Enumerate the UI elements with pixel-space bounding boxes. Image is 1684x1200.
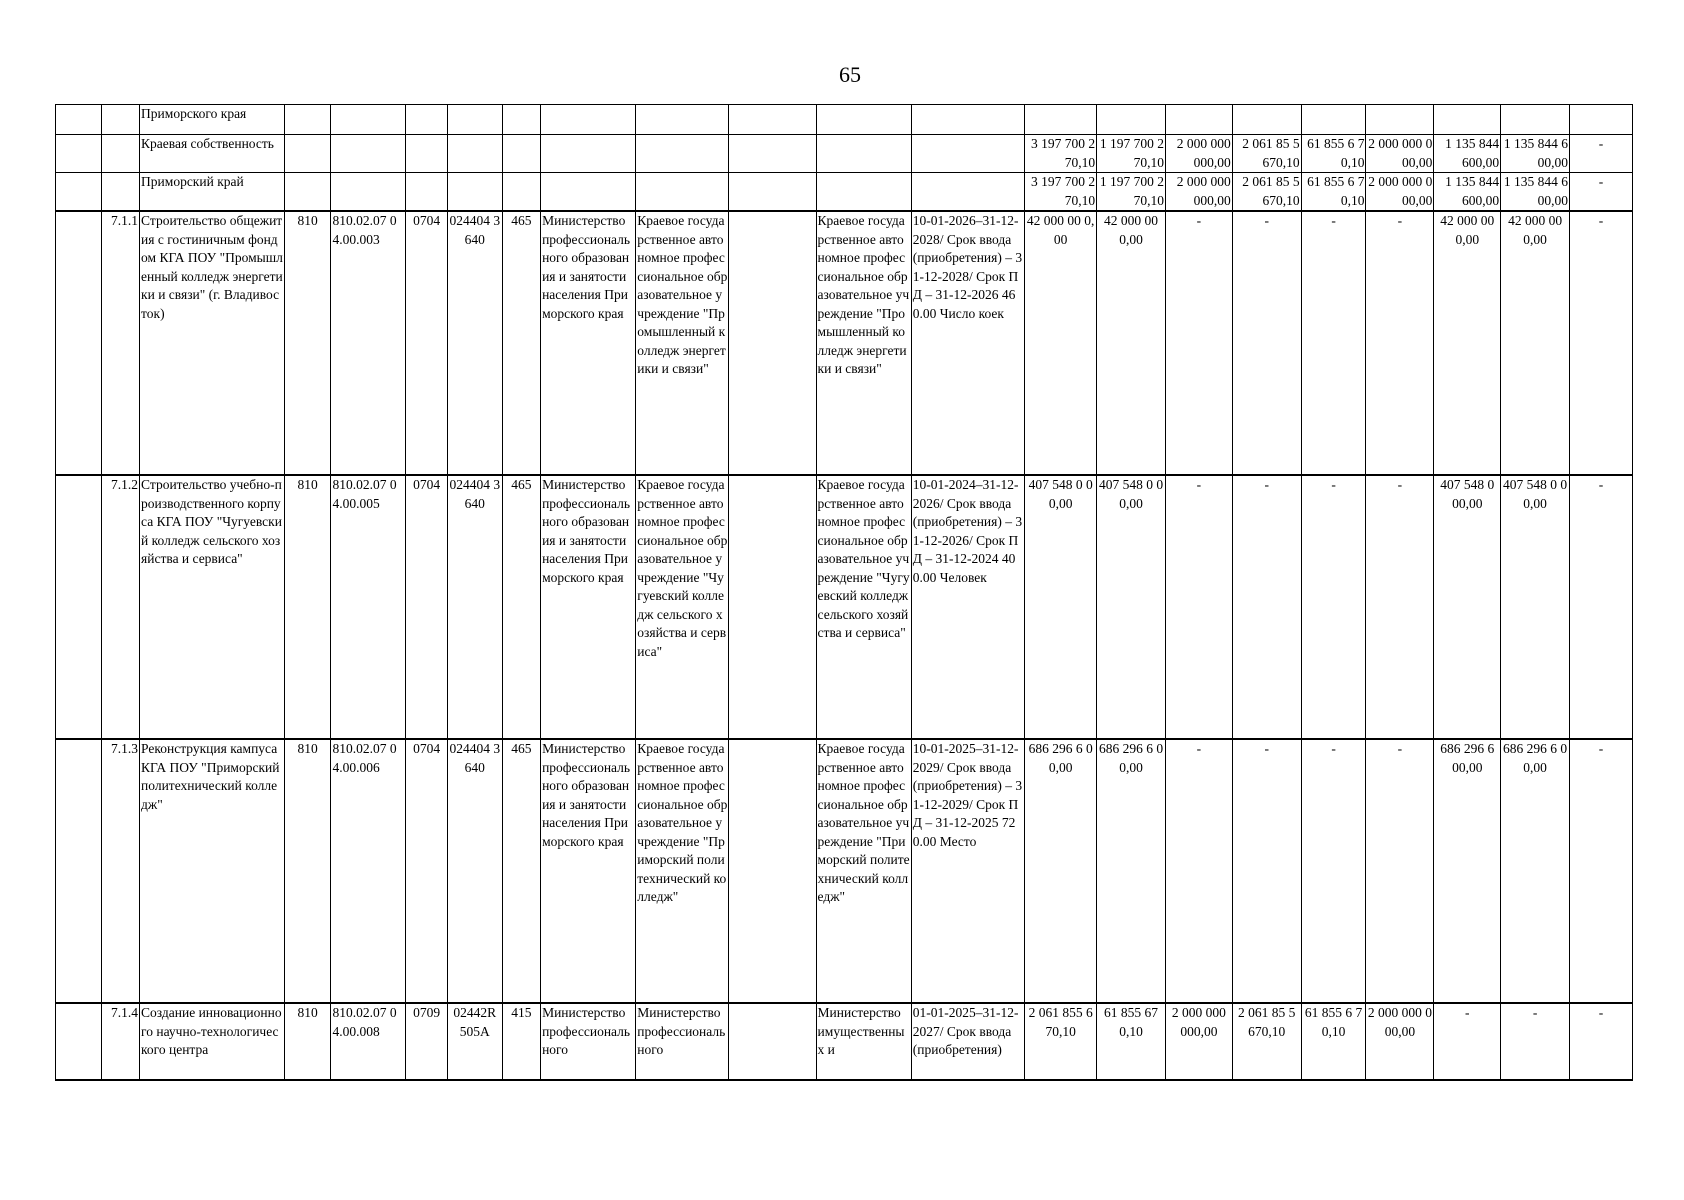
amount-cell: 407 548 0 00,00: [1434, 475, 1501, 739]
amount-cell: 2 000 000 000,00: [1165, 1003, 1232, 1080]
expense-type-code: 465: [502, 475, 540, 739]
amount-cell: -: [1165, 739, 1232, 1003]
amount-cell: 2 000 000 000,00: [1366, 135, 1434, 173]
customer: Краевое государственное автономное профессиональное образовательное учреждение "Приморский политехнический колледж": [636, 739, 729, 1003]
amount-cell: -: [1232, 211, 1301, 475]
row-label: Приморского края: [140, 105, 285, 135]
amount-cell: 407 548 0 00,00: [1501, 475, 1570, 739]
amount-cell: 2 061 85 5 670,10: [1232, 1003, 1301, 1080]
amount-cell: 2 000 000 000,00: [1165, 135, 1232, 173]
amount-cell: -: [1570, 475, 1633, 739]
amount-cell: 2 061 855 670,10: [1025, 1003, 1097, 1080]
amount-cell: 1 197 700 270,10: [1097, 135, 1166, 173]
amount-cell: 42 000 00 0,00: [1025, 211, 1097, 475]
target-article-code: 024404 3640: [447, 211, 502, 475]
grbs-code: 810: [284, 739, 331, 1003]
expense-type-code: 465: [502, 739, 540, 1003]
object-name: Реконструкция кампуса КГА ПОУ "Приморский политехнический колледж": [140, 739, 285, 1003]
amount-cell: 61 855 67 0,10: [1097, 1003, 1166, 1080]
terms: 10-01-2024–31-12-2026/ Срок ввода (приобретения) – 31-12-2026/ Срок ПД – 31-12-2024 400.00 Человек: [911, 475, 1024, 739]
section-code: 0709: [406, 1003, 448, 1080]
customer: Краевое государственное автономное профессиональное образовательное учреждение "Промышленный колледж энергетики и связи": [636, 211, 729, 475]
section-code: 0704: [406, 475, 448, 739]
terms: 10-01-2026–31-12-2028/ Срок ввода (приобретения) – 31-12-2028/ Срок ПД – 31-12-2026 460.00 Число коек: [911, 211, 1024, 475]
grbs-code: 810: [284, 211, 331, 475]
table-row: [56, 211, 1633, 475]
amount-cell: 42 000 00 0,00: [1097, 211, 1166, 475]
amount-cell: -: [1165, 475, 1232, 739]
amount-cell: 2 061 85 5 670,10: [1232, 135, 1301, 173]
amount-cell: 407 548 0 00,00: [1097, 475, 1166, 739]
object-name: Создание инновационного научно-технологического центра: [140, 1003, 285, 1080]
page-number: 65: [839, 62, 861, 87]
terms: 10-01-2025–31-12-2029/ Срок ввода (приобретения) – 31-12-2029/ Срок ПД – 31-12-2025 720.00 Место: [911, 739, 1024, 1003]
amount-cell: 2 000 000 000,00: [1165, 173, 1232, 212]
grbs-code: 810: [284, 475, 331, 739]
table-row: [56, 475, 1633, 739]
balance-holder: Краевое государственное автономное профессиональное образовательное учреждение "Приморский политехнический колледж": [816, 739, 911, 1003]
amount-cell: -: [1301, 475, 1366, 739]
balance-holder: Министерство имущественных и: [816, 1003, 911, 1080]
amount-cell: -: [1301, 211, 1366, 475]
amount-cell: 2 000 000 000,00: [1366, 173, 1434, 212]
table-row: [56, 1003, 1633, 1080]
amount-cell: -: [1570, 739, 1633, 1003]
expense-type-code: 415: [502, 1003, 540, 1080]
amount-cell: 1 135 844 600,00: [1434, 173, 1501, 212]
kbk-code: 810.02.07 04.00.006: [331, 739, 406, 1003]
kbk-code: 810.02.07 04.00.005: [331, 475, 406, 739]
amount-cell: -: [1232, 475, 1301, 739]
object-name: Строительство общежития с гостиничным фондом КГА ПОУ "Промышленный колледж энергетики и связи" (г. Владивосток): [140, 211, 285, 475]
amount-cell: 686 296 6 00,00: [1501, 739, 1570, 1003]
customer: Министерство профессионального: [636, 1003, 729, 1080]
expense-type-code: 465: [502, 211, 540, 475]
target-article-code: 02442R 505А: [447, 1003, 502, 1080]
amount-cell: -: [1570, 173, 1633, 212]
section-code: 0704: [406, 739, 448, 1003]
amount-cell: 3 197 700 270,10: [1025, 135, 1097, 173]
amount-cell: -: [1434, 1003, 1501, 1080]
grbs-code: 810: [284, 1003, 331, 1080]
amount-cell: 407 548 0 00,00: [1025, 475, 1097, 739]
balance-holder: Краевое государственное автономное профессиональное образовательное учреждение "Чугуевский колледж сельского хозяйства и сервиса": [816, 475, 911, 739]
object-number: 7.1.1: [101, 211, 139, 475]
object-number: 7.1.2: [101, 475, 139, 739]
amount-cell: 686 296 6 00,00: [1025, 739, 1097, 1003]
amount-cell: 42 000 00 0,00: [1434, 211, 1501, 475]
amount-cell: -: [1570, 1003, 1633, 1080]
row-label: Приморский край: [140, 173, 285, 212]
amount-cell: 686 296 6 00,00: [1097, 739, 1166, 1003]
target-article-code: 024404 3640: [447, 739, 502, 1003]
amount-cell: 3 197 700 270,10: [1025, 173, 1097, 212]
amount-cell: 61 855 6 70,10: [1301, 135, 1366, 173]
terms: 01-01-2025–31-12-2027/ Срок ввода (приобретения): [911, 1003, 1024, 1080]
amount-cell: 61 855 6 70,10: [1301, 173, 1366, 212]
row-primorsky-krai: [56, 173, 1633, 212]
balance-holder: Краевое государственное автономное профессиональное образовательное учреждение "Промышленный колледж энергетики и связи": [816, 211, 911, 475]
amount-cell: -: [1570, 211, 1633, 475]
customer: Краевое государственное автономное профессиональное образовательное учреждение "Чугуевский колледж сельского хозяйства и сервиса": [636, 475, 729, 739]
amount-cell: -: [1366, 739, 1434, 1003]
kbk-code: 810.02.07 04.00.003: [331, 211, 406, 475]
amount-cell: 1 135 844 600,00: [1434, 135, 1501, 173]
kbk-code: 810.02.07 04.00.008: [331, 1003, 406, 1080]
amount-cell: -: [1232, 739, 1301, 1003]
object-name: Строительство учебно-производственного корпуса КГА ПОУ "Чугуевский колледж сельского хозяйства и сервиса": [140, 475, 285, 739]
object-number: 7.1.3: [101, 739, 139, 1003]
object-number: 7.1.4: [101, 1003, 139, 1080]
state-customer: Министерство профессионального образования и занятости населения Приморского края: [541, 739, 636, 1003]
state-customer: Министерство профессионального образования и занятости населения Приморского края: [541, 475, 636, 739]
row-regional-property: [56, 135, 1633, 173]
amount-cell: 42 000 00 0,00: [1501, 211, 1570, 475]
amount-cell: -: [1165, 211, 1232, 475]
budget-table: [55, 104, 1633, 1081]
table-row: [56, 739, 1633, 1003]
row-region-header: [56, 105, 1633, 135]
amount-cell: 1 135 844 600,00: [1501, 135, 1570, 173]
section-code: 0704: [406, 211, 448, 475]
state-customer: Министерство профессионального образования и занятости населения Приморского края: [541, 211, 636, 475]
target-article-code: 024404 3640: [447, 475, 502, 739]
amount-cell: 686 296 6 00,00: [1434, 739, 1501, 1003]
amount-cell: 2 061 85 5 670,10: [1232, 173, 1301, 212]
amount-cell: 1 197 700 270,10: [1097, 173, 1166, 212]
amount-cell: -: [1501, 1003, 1570, 1080]
amount-cell: -: [1301, 739, 1366, 1003]
amount-cell: 1 135 844 600,00: [1501, 173, 1570, 212]
row-label: Краевая собственность: [140, 135, 285, 173]
amount-cell: -: [1366, 475, 1434, 739]
amount-cell: -: [1570, 135, 1633, 173]
amount-cell: 2 000 000 000,00: [1366, 1003, 1434, 1080]
amount-cell: -: [1366, 211, 1434, 475]
state-customer: Министерство профессионального: [541, 1003, 636, 1080]
amount-cell: 61 855 6 70,10: [1301, 1003, 1366, 1080]
